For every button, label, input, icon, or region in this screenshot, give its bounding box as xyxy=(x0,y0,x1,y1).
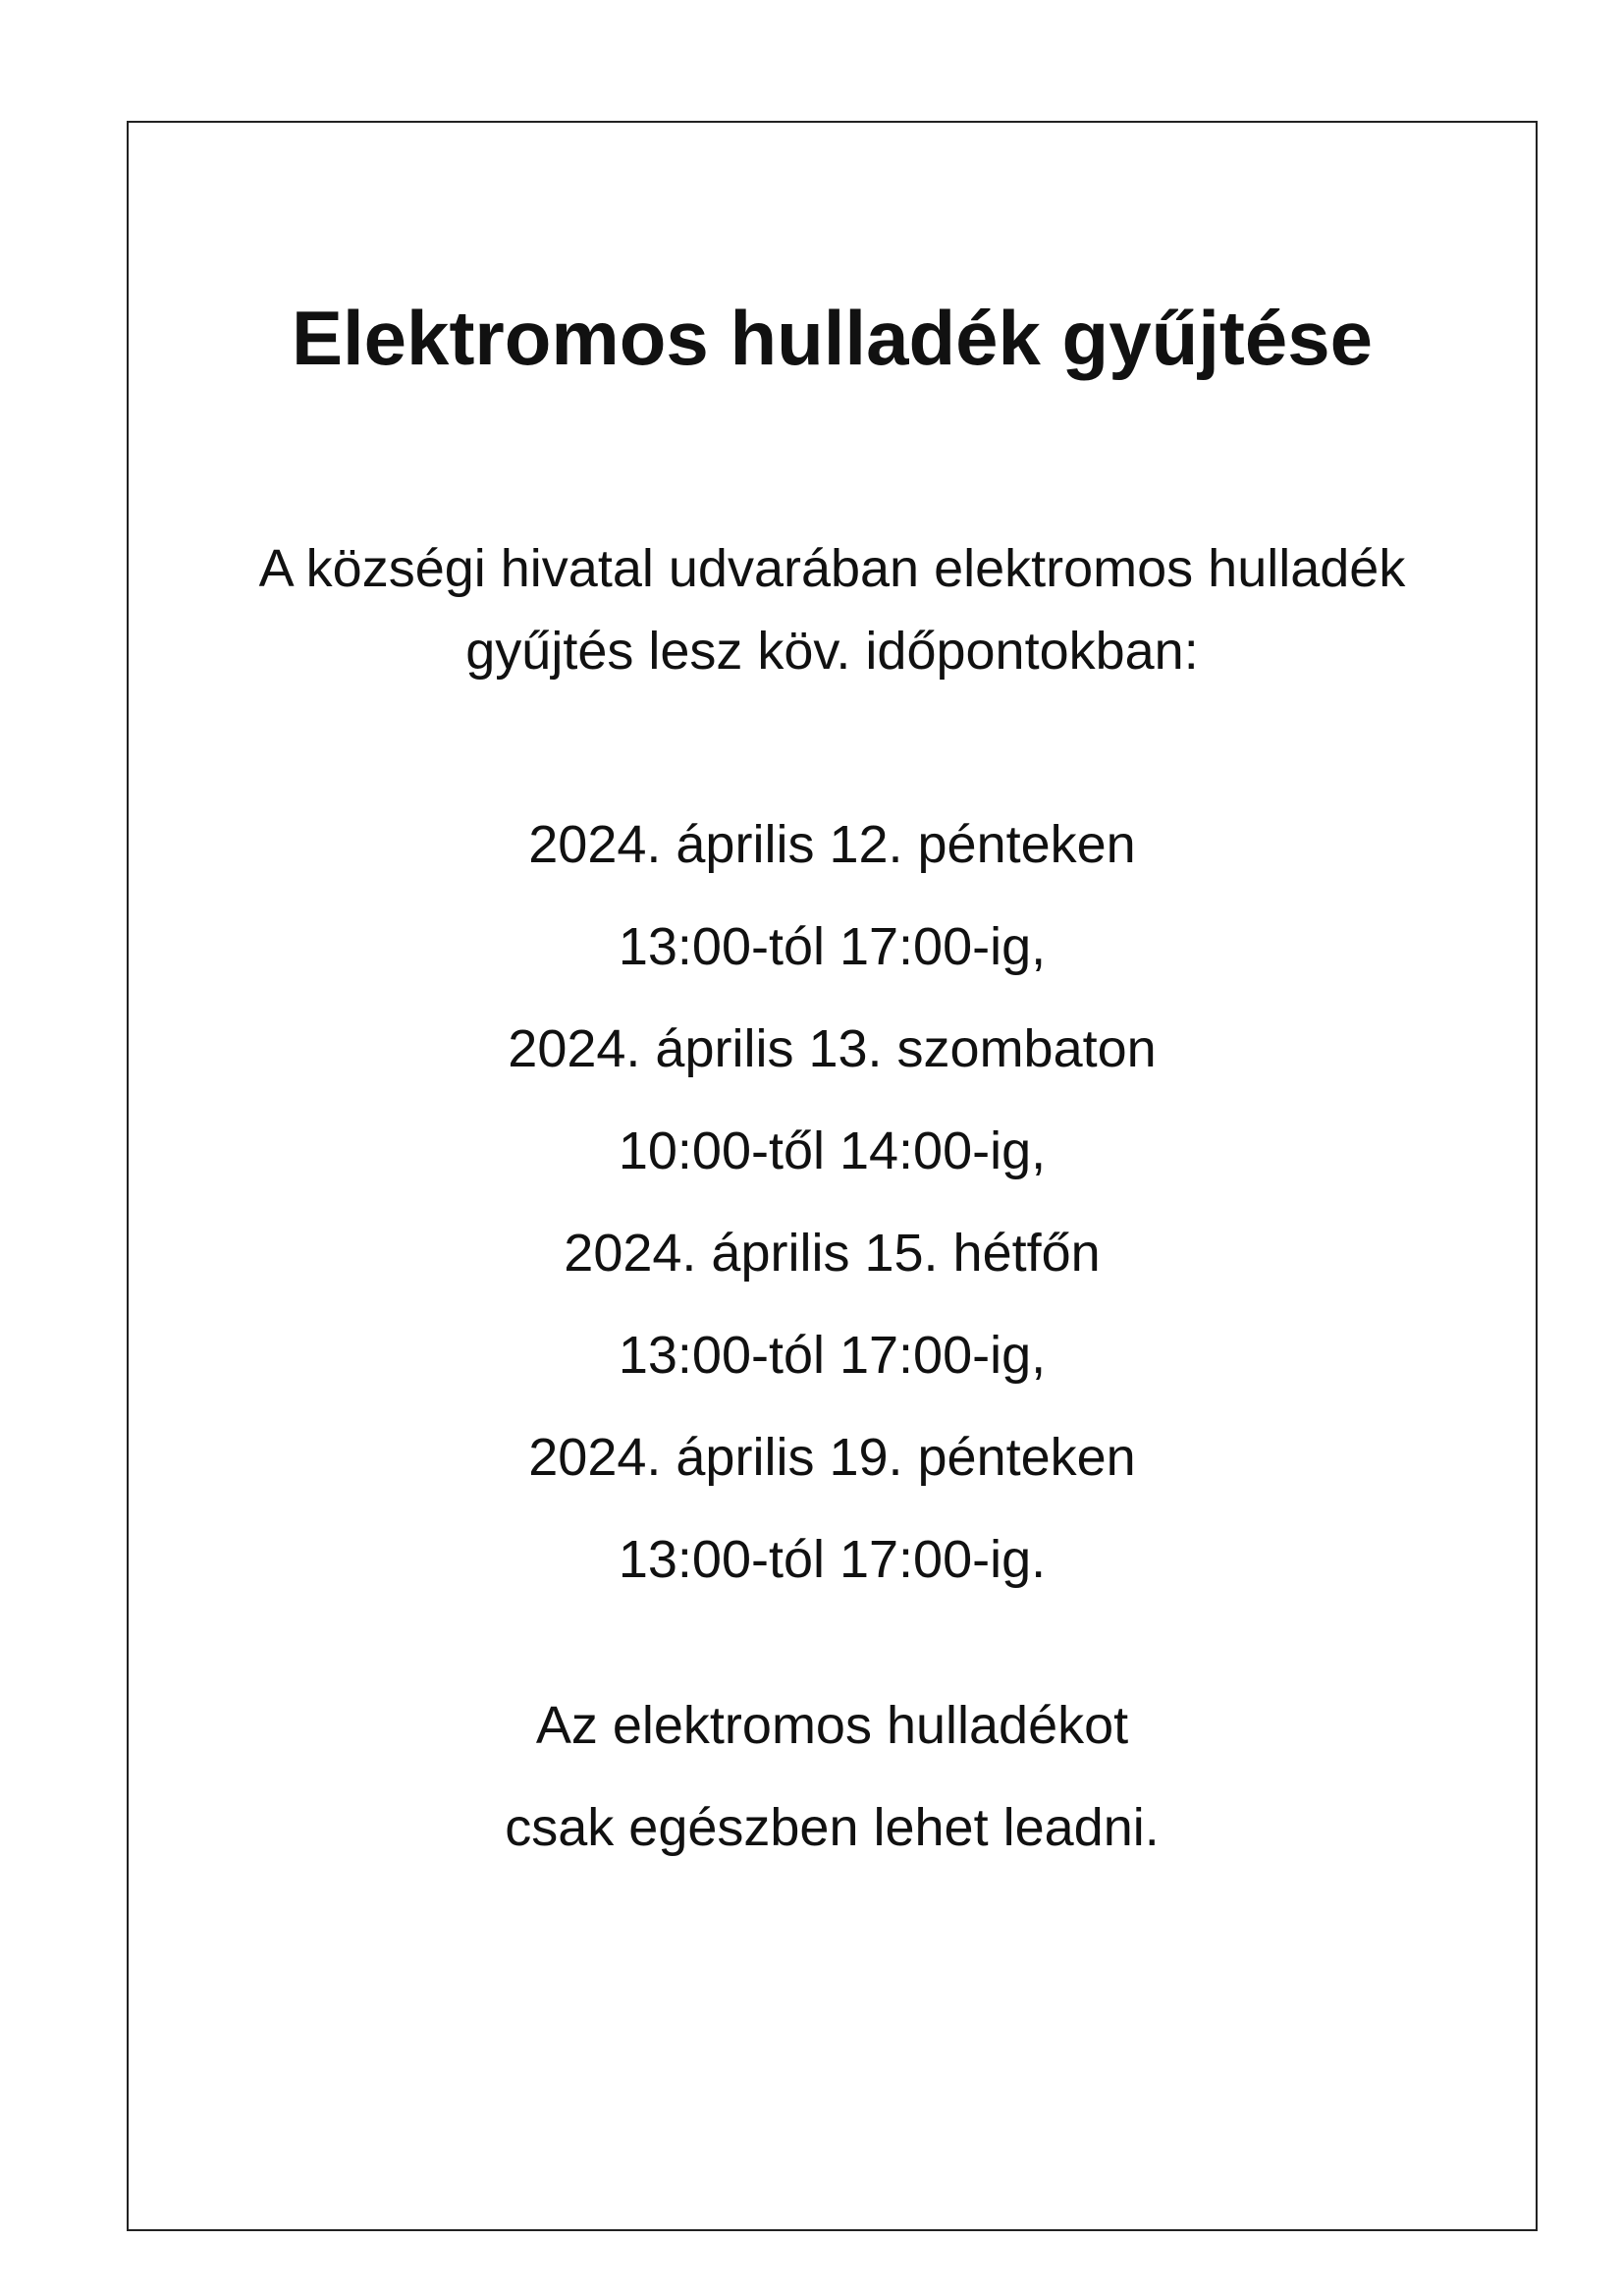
note-line: csak egészben lehet leadni. xyxy=(505,1798,1160,1857)
note-line: Az elektromos hulladékot xyxy=(535,1696,1129,1755)
schedule-time: 13:00-tól 17:00-ig, xyxy=(618,917,1047,976)
intro-line: A községi hivatal udvarában elektromos hulladék xyxy=(258,539,1406,598)
schedule-date: 2024. április 13. szombaton xyxy=(508,1019,1157,1078)
note-text xyxy=(129,1674,1536,1879)
schedule-list xyxy=(129,793,1536,1611)
notice-frame xyxy=(127,121,1538,2231)
schedule-date: 2024. április 15. hétfőn xyxy=(564,1224,1101,1283)
schedule-time: 13:00-tól 17:00-ig. xyxy=(618,1530,1047,1589)
intro-text xyxy=(129,527,1536,692)
schedule-time: 13:00-tól 17:00-ig, xyxy=(618,1326,1047,1385)
schedule-date: 2024. április 19. pénteken xyxy=(528,1428,1136,1487)
schedule-date: 2024. április 12. pénteken xyxy=(528,815,1136,874)
schedule-time: 10:00-től 14:00-ig, xyxy=(618,1121,1047,1180)
page-title: Elektromos hulladék gyűjtése xyxy=(291,295,1374,381)
intro-line: gyűjtés lesz köv. időpontokban: xyxy=(465,622,1199,681)
